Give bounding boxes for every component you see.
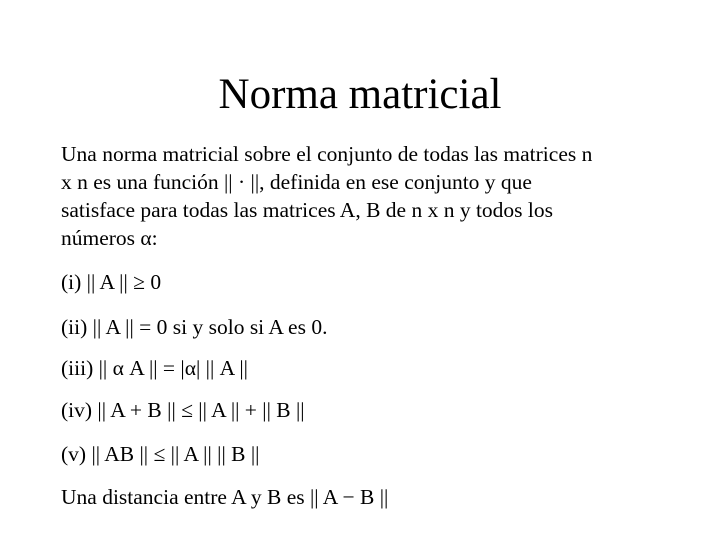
definition-line-2: x n es una función || · ||, definida en ese conjunto y que — [61, 170, 532, 194]
property-iii: (iii) || α A || = |α| || A || — [61, 356, 248, 380]
property-v: (v) || AB || ≤ || A || || B || — [61, 442, 260, 466]
property-ii: (ii) || A || = 0 si y solo si A es 0. — [61, 315, 328, 339]
definition-line-4: números α: — [61, 226, 158, 250]
definition-paragraph — [61, 140, 671, 252]
slide-title: Norma matricial — [218, 71, 502, 118]
property-i: (i) || A || ≥ 0 — [61, 270, 162, 294]
property-iv: (iv) || A + B || ≤ || A || + || B || — [61, 398, 305, 422]
definition-line-3: satisface para todas las matrices A, B de n x n y todos los — [61, 198, 554, 222]
distance-statement: Una distancia entre A y B es || A − B || — [61, 485, 389, 509]
definition-line-1: Una norma matricial sobre el conjunto de todas las matrices n — [61, 142, 593, 166]
